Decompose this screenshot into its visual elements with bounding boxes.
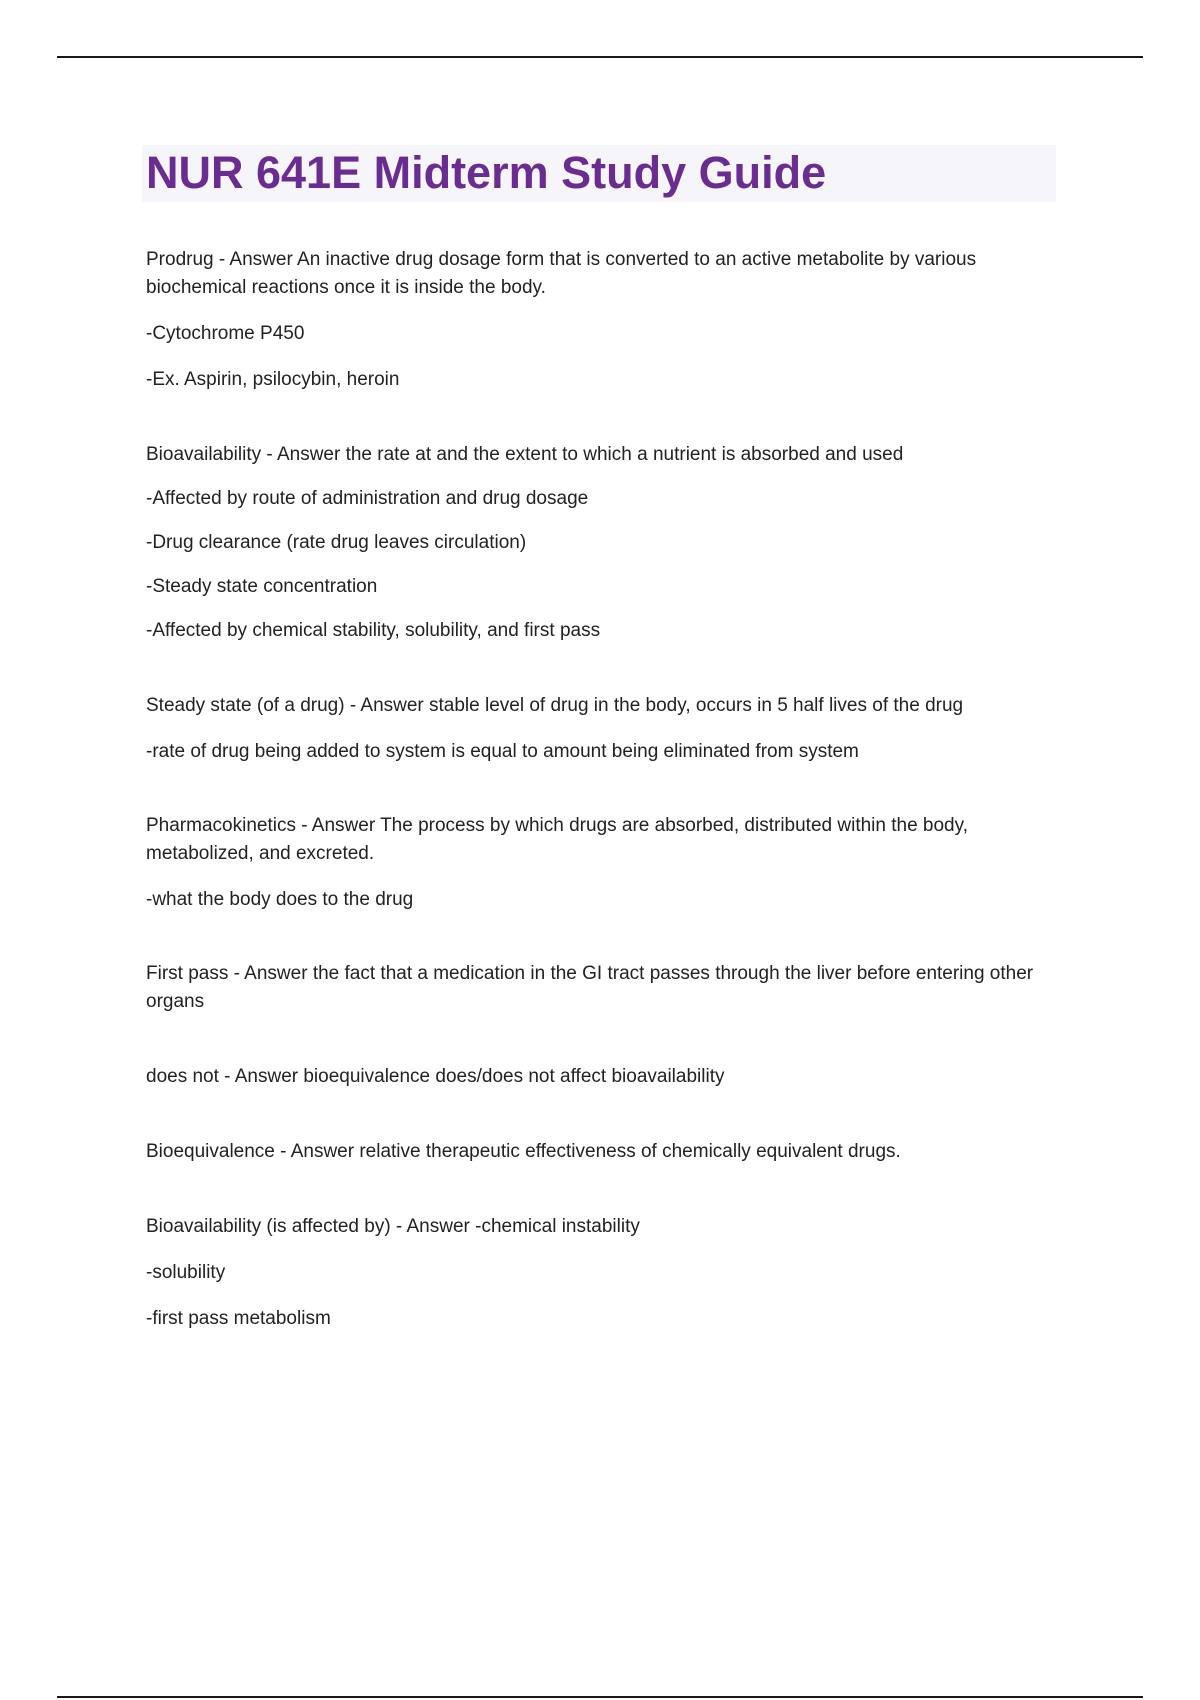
entry-line: Bioequivalence - Answer relative therapeutic effectiveness of chemically equivalent drugs. — [146, 1141, 901, 1162]
entry-line: -what the body does to the drug — [146, 889, 414, 910]
entry-line: -Steady state concentration — [146, 576, 378, 597]
entry-line: -Ex. Aspirin, psilocybin, heroin — [146, 369, 400, 390]
entry-bioavailability — [146, 440, 1066, 645]
entry-line: -Cytochrome P450 — [146, 323, 305, 344]
entry-line: does not - Answer bioequivalence does/does not affect bioavailability — [146, 1066, 725, 1087]
entry-line: Pharmacokinetics - Answer The process by which drugs are absorbed, distributed within the body, metabolized, and excreted. — [146, 815, 968, 864]
entry-first-pass — [146, 960, 1066, 1016]
study-guide-content — [146, 246, 1066, 1379]
entry-line: -solubility — [146, 1262, 226, 1283]
entry-line: -first pass metabolism — [146, 1308, 331, 1329]
entry-line: -rate of drug being added to system is equal to amount being eliminated from system — [146, 741, 859, 762]
entry-line: Bioavailability (is affected by) - Answer -chemical instability — [146, 1216, 640, 1237]
entry-line: -Drug clearance (rate drug leaves circulation) — [146, 532, 527, 553]
entry-bioavailability-affected-by — [146, 1212, 1066, 1333]
entry-steady-state — [146, 691, 1066, 766]
entry-bioequivalence — [146, 1137, 1066, 1166]
page-title: NUR 641E Midterm Study Guide — [146, 147, 827, 198]
entry-line: Bioavailability - Answer the rate at and the extent to which a nutrient is absorbed and used — [146, 444, 904, 465]
bottom-rule — [57, 1696, 1143, 1698]
entry-does-not — [146, 1062, 1066, 1091]
entry-line: Prodrug - Answer An inactive drug dosage form that is converted to an active metabolite by various biochemical reactions once it is inside the body. — [146, 249, 977, 298]
top-rule — [57, 56, 1143, 58]
entry-line: Steady state (of a drug) - Answer stable level of drug in the body, occurs in 5 half lives of the drug — [146, 695, 964, 716]
entry-line: -Affected by chemical stability, solubility, and first pass — [146, 620, 601, 641]
entry-line: -Affected by route of administration and drug dosage — [146, 488, 589, 509]
entry-line: First pass - Answer the fact that a medication in the GI tract passes through the liver before entering other organs — [146, 963, 1034, 1012]
entry-pharmacokinetics — [146, 812, 1066, 914]
entry-prodrug — [146, 246, 1066, 394]
